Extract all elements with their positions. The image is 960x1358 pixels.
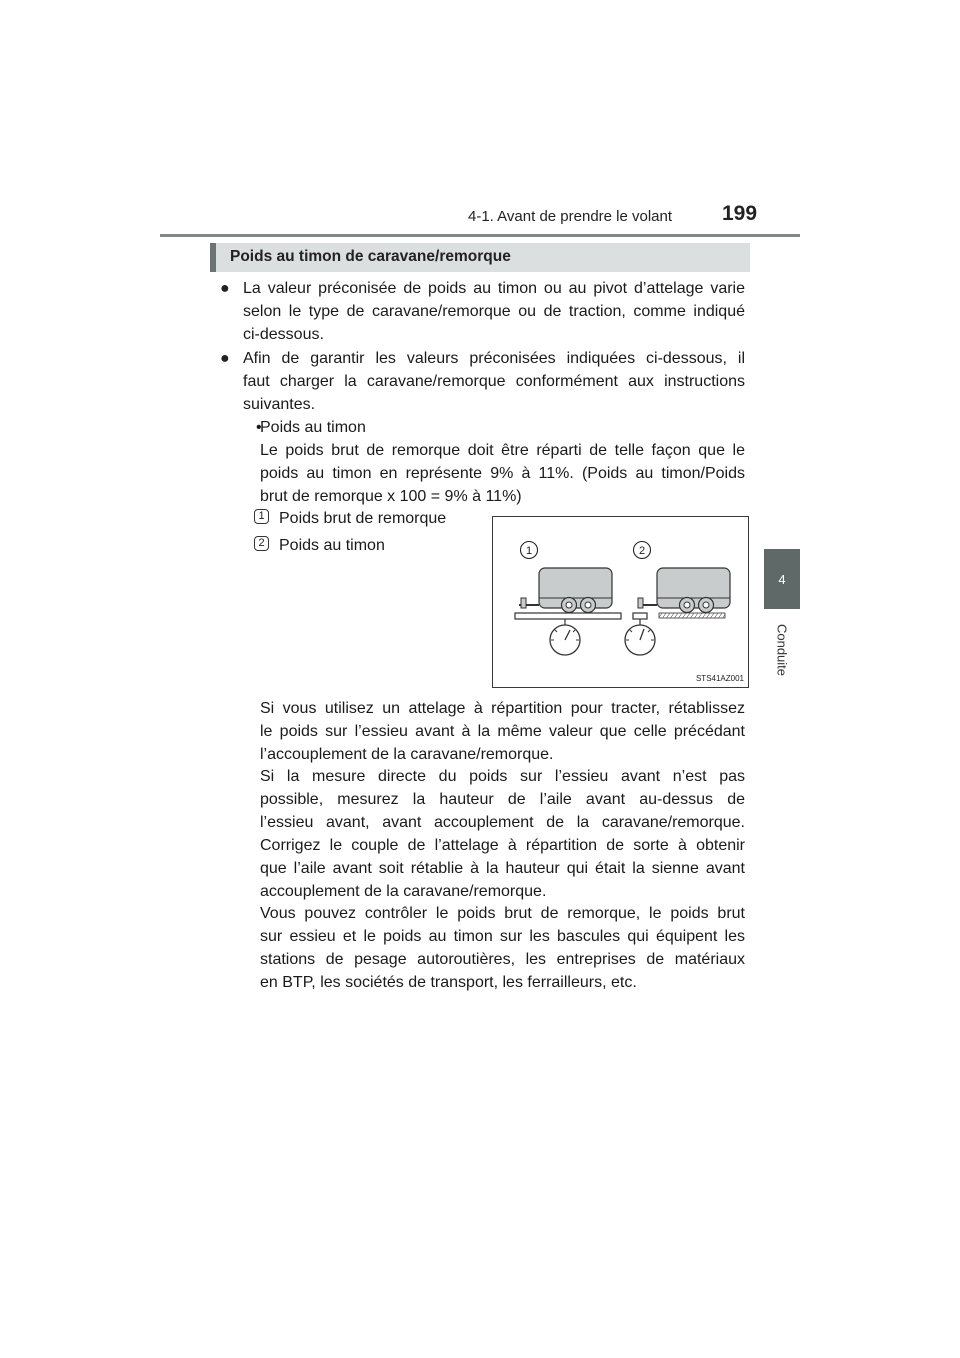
trailer-scale-drawing <box>493 517 748 687</box>
legend-number-badge: 2 <box>254 536 269 551</box>
header-rule <box>160 234 800 237</box>
text-line: Si vous utilisez un attelage à répartition pour tracter, rétablissez <box>260 700 745 717</box>
bullet-paragraph <box>243 347 745 416</box>
section-title: Poids au timon de caravane/remorque <box>230 248 511 265</box>
text-line: Vous pouvez contrôler le poids brut de remorque, le poids brut <box>260 905 745 922</box>
bullet-paragraph <box>243 277 745 346</box>
text-line: l’accouplement de la caravane/remorque. <box>260 746 554 763</box>
text-line: stations de pesage autoroutières, les entreprises de matériaux <box>260 951 745 968</box>
text-line: La valeur préconisée de poids au timon ou au pivot d’attelage varie <box>243 280 745 297</box>
chapter-label-container <box>758 618 806 682</box>
text-line: faut charger la caravane/remorque conformément aux instructions <box>243 373 745 390</box>
callout-number: 1 <box>525 545 533 557</box>
text-line: le poids sur l’essieu avant à la même valeur que celle précédant <box>260 723 745 740</box>
callout-number: 2 <box>638 545 646 557</box>
text-line: Corrigez le couple de l’attelage à répartition de sorte à obtenir <box>260 837 745 854</box>
body-paragraph <box>260 765 745 903</box>
page-number: 199 <box>722 202 758 225</box>
text-line: suivantes. <box>243 396 316 413</box>
bullet-symbol: ● <box>220 350 230 367</box>
trailer-on-platform-scale <box>515 568 621 655</box>
text-line: brut de remorque x 100 = 9% à 11%) <box>260 488 522 505</box>
text-line: en BTP, les sociétés de transport, les ferrailleurs, etc. <box>260 974 637 991</box>
bullet-symbol: ● <box>220 280 230 297</box>
trailer-tongue-scale <box>625 568 730 655</box>
text-line: selon le type de caravane/remorque ou de traction, comme indiqué <box>243 303 745 320</box>
section-heading <box>210 243 750 272</box>
text-line: accouplement de la caravane/remorque. <box>260 883 547 900</box>
body-paragraph <box>260 697 745 766</box>
sub-item-title: Poids au timon <box>260 419 366 436</box>
callout-2 <box>634 542 651 559</box>
callout-1 <box>521 542 538 559</box>
legend-number-badge: 1 <box>254 509 269 524</box>
trailer-weight-illustration <box>492 516 749 688</box>
sub-item-block <box>260 416 745 508</box>
text-line: Afin de garantir les valeurs préconisées indiquées ci-dessous, il <box>243 350 745 367</box>
text-line: l’essieu avant, avant accouplement de la caravane/remorque. <box>260 814 745 831</box>
body-paragraph <box>260 902 745 994</box>
chapter-number: 4 <box>778 571 786 587</box>
text-line: Si la mesure directe du poids sur l’essieu avant n’est pas <box>260 768 745 785</box>
text-line: possible, mesurez la hauteur de l’aile avant au-dessus de <box>260 791 745 808</box>
text-line: poids au timon en représente 9% à 11%. (Poids au timon/Poids <box>260 465 745 482</box>
text-line: Le poids brut de remorque doit être réparti de telle façon que le <box>260 442 745 459</box>
legend-label: Poids brut de remorque <box>279 510 447 527</box>
sub-bullet-symbol: • <box>256 419 262 436</box>
text-line: que l’aile avant soit rétablie à la hauteur qui était la sienne avant <box>260 860 745 877</box>
running-header-section: 4-1. Avant de prendre le volant <box>468 208 673 225</box>
text-line: ci-dessous. <box>243 326 324 343</box>
chapter-label: Conduite <box>774 623 790 677</box>
chapter-tab <box>764 549 800 609</box>
legend-label: Poids au timon <box>279 537 385 554</box>
text-line: sur essieu et le poids au timon sur les bascules qui équipent les <box>260 928 745 945</box>
figure-code: STS41AZ001 <box>695 674 744 683</box>
